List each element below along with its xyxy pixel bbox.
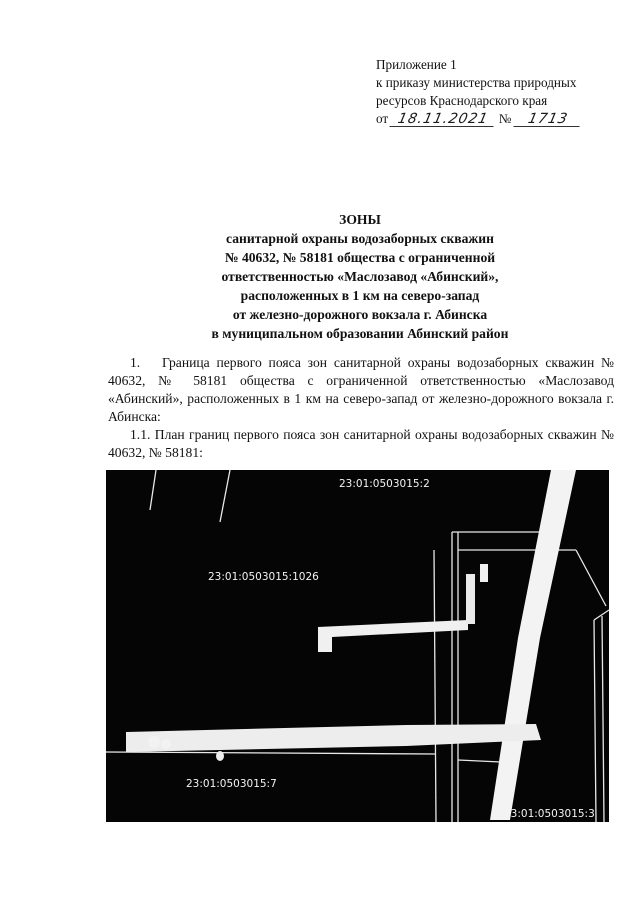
boundary-line	[594, 620, 596, 822]
boundary-line	[106, 752, 436, 754]
handwritten-number: 1713	[513, 112, 582, 127]
structure-shape	[216, 751, 224, 761]
paragraph-1-1-text: 1.1. План границ первого пояса зон санитарной охраны водозаборных скважин № 40632, № 58181:	[108, 427, 614, 460]
map-graphics	[106, 470, 609, 822]
boundary-line	[576, 550, 606, 606]
title-line-6: от железно-дорожного вокзала г. Абинска	[232, 307, 488, 322]
road-shape	[126, 724, 541, 752]
document-body	[108, 354, 614, 462]
appendix-block	[376, 56, 626, 128]
document-title	[150, 210, 570, 343]
structure-shape	[161, 739, 171, 749]
parcel-label-3: 23:01:0503015:3	[504, 808, 595, 820]
paragraph-1-text: Граница первого пояса зон санитарной охраны водозаборных скважин № 40632, № 58181 общества с ограниченной ответственностью «Маслозавод «Абинский», расположенных в 1 км на северо-запад от железно-дорожного вокзала г. Абинска:	[108, 355, 614, 424]
road-shape	[490, 470, 576, 820]
paragraph-1	[108, 354, 614, 426]
boundary-line	[458, 760, 501, 762]
title-line-4: ответственностью «Маслозавод «Абинский»,	[221, 269, 499, 284]
title-line-3: № 40632, № 58181 общества с ограниченной	[224, 250, 496, 265]
title-line-7: в муниципальном образовании Абинский район	[211, 326, 509, 341]
boundary-line	[150, 470, 156, 510]
zone-plan-map	[106, 470, 609, 822]
structure-shape	[480, 564, 488, 582]
structure-shape	[148, 736, 160, 748]
number-label: №	[498, 111, 512, 126]
appendix-title: Приложение 1	[376, 57, 457, 72]
parcel-label-7: 23:01:0503015:7	[186, 778, 277, 790]
parcel-label-1026: 23:01:0503015:1026	[208, 571, 319, 583]
title-line-2: санитарной охраны водозаборных скважин	[226, 231, 494, 246]
boundary-line	[220, 470, 230, 522]
paragraph-1-number: 1.	[130, 355, 141, 370]
structure-shape	[466, 574, 475, 624]
appendix-order-line: к приказу министерства природных	[376, 75, 577, 90]
handwritten-date: 18.11.2021	[390, 112, 497, 127]
appendix-ministry-line: ресурсов Краснодарского края	[376, 93, 548, 108]
paragraph-1-1	[108, 426, 614, 462]
appendix-date-line	[376, 110, 626, 128]
parcel-label-2: 23:01:0503015:2	[339, 478, 430, 490]
boundary-line	[434, 550, 436, 822]
title-line-1: ЗОНЫ	[339, 212, 381, 227]
title-line-5: расположенных в 1 км на северо-запад	[240, 288, 480, 303]
from-label: от	[376, 111, 389, 126]
boundary-line	[602, 616, 604, 822]
structure-shape	[318, 620, 468, 652]
